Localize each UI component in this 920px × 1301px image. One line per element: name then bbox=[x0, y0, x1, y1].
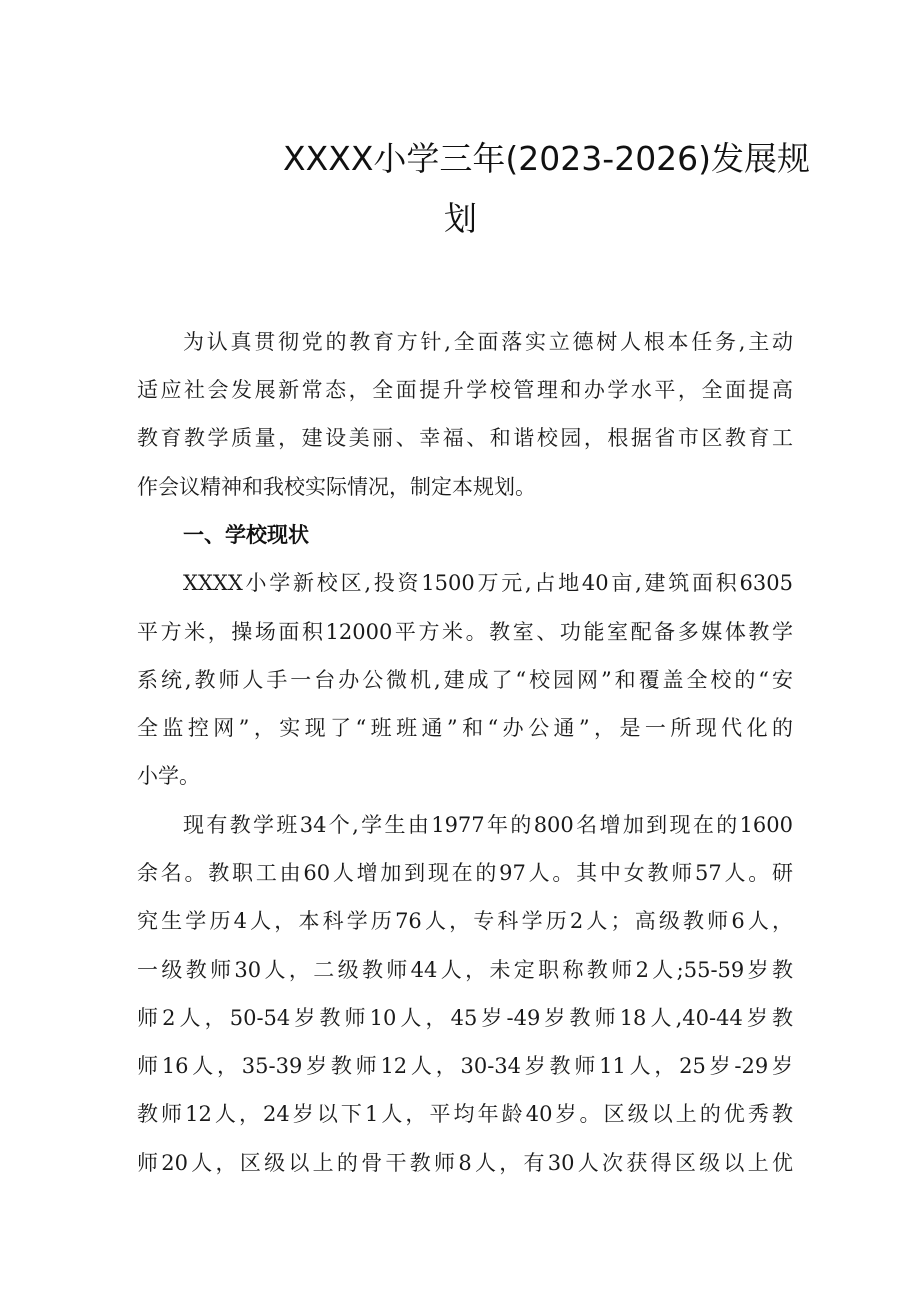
section-heading-school-status: 一、学校现状 bbox=[183, 523, 309, 547]
paragraph-2-line-5: 师2人，50-54岁教师10人，45岁-49岁教师18人,40-44岁教 bbox=[137, 1006, 793, 1030]
paragraph-1-line-2: 平方米，操场面积12000平方米。教室、功能室配备多媒体教学 bbox=[137, 620, 793, 644]
paragraph-2-line-6: 师16人，35-39岁教师12人，30-34岁教师11人，25岁-29岁 bbox=[137, 1054, 793, 1078]
paragraph-1-line-4: 全监控网”，实现了“班班通”和“办公通”，是一所现代化的 bbox=[137, 716, 793, 740]
intro-line-3: 教育教学质量，建设美丽、幸福、和谐校园，根据省市区教育工 bbox=[137, 426, 793, 450]
intro-line-1: 为认真贯彻党的教育方针,全面落实立德树人根本任务,主动 bbox=[183, 330, 793, 354]
intro-line-4: 作会议精神和我校实际情况，制定本规划。 bbox=[137, 475, 536, 499]
paragraph-1-line-1: XXXX小学新校区,投资1500万元,占地40亩,建筑面积6305 bbox=[183, 571, 793, 595]
paragraph-1-line-5: 小学。 bbox=[137, 764, 200, 788]
paragraph-2-line-8: 师20人，区级以上的骨干教师8人，有30人次获得区级以上优 bbox=[137, 1151, 793, 1175]
paragraph-2-line-2: 余名。教职工由60人增加到现在的97人。其中女教师57人。研 bbox=[137, 861, 793, 885]
paragraph-1-line-3: 系统,教师人手一台办公微机,建成了“校园网”和覆盖全校的“安 bbox=[137, 668, 793, 692]
document-title-line-1: XXXX小学三年(2023-2026)发展规 bbox=[283, 139, 811, 178]
intro-line-2: 适应社会发展新常态，全面提升学校管理和办学水平，全面提高 bbox=[137, 378, 793, 402]
paragraph-2-line-3: 究生学历4人，本科学历76人，专科学历2人；高级教师6人， bbox=[137, 909, 793, 933]
paragraph-2-line-7: 教师12人，24岁以下1人，平均年龄40岁。区级以上的优秀教 bbox=[137, 1102, 793, 1126]
paragraph-2-line-1: 现有教学班34个,学生由1977年的800名增加到现在的1600 bbox=[183, 813, 793, 837]
document-title-line-2: 划 bbox=[444, 199, 477, 238]
paragraph-2-line-4: 一级教师30人，二级教师44人，未定职称教师2人;55-59岁教 bbox=[137, 958, 793, 982]
